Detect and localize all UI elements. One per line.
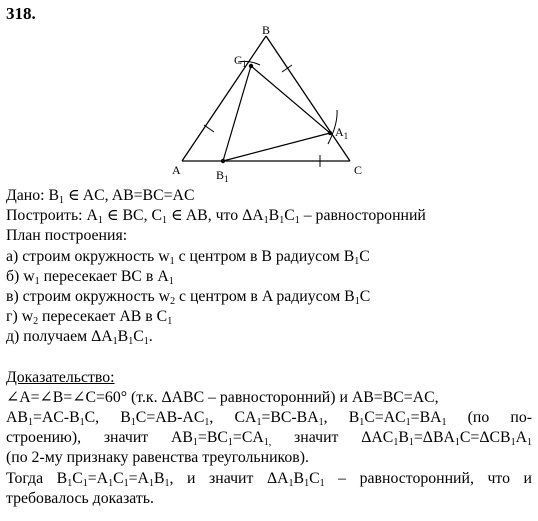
plan-step-d: г) $w_2$ пересекает AB в $C_1$ bbox=[6, 308, 173, 328]
proof-line-4: (по 2-му признаку равенства треугольников). bbox=[6, 449, 309, 467]
side-a1c1 bbox=[251, 66, 330, 133]
label-b1: $B_1$ bbox=[216, 168, 229, 184]
solution-text bbox=[6, 186, 532, 509]
tick-bc bbox=[282, 65, 292, 72]
label-c1: $C_1$ bbox=[234, 53, 247, 69]
plan-step-b: б) $w_1$ пересекает BC в $A_1$ bbox=[6, 267, 174, 287]
given-line: Дано: $B_1$ ∈ AC, AB=BC=AC bbox=[6, 187, 195, 206]
proof-title: Доказательство: bbox=[6, 368, 115, 386]
side-bc bbox=[266, 36, 350, 161]
plan-step-a: а) строим окружность $w_1$ с центром в B радиусом $B_1C$ bbox=[6, 247, 370, 267]
label-a: A bbox=[172, 163, 181, 177]
point-c1 bbox=[249, 64, 253, 68]
side-ab bbox=[182, 36, 266, 161]
plan-title: План построения: bbox=[6, 227, 128, 245]
proof-line-6: требовалось доказать. bbox=[6, 489, 154, 507]
label-c: C bbox=[354, 163, 363, 177]
plan-step-e: д) получаем $\Delta A_1B_1C_1$. bbox=[6, 328, 153, 348]
proof-line-1: ∠A=∠B=∠C=60° (т.к. ΔABC – равносторонний) и AB=BC=AC, bbox=[6, 388, 439, 406]
point-a1 bbox=[328, 131, 332, 135]
proof-line-2: $AB_1=AC-B_1C$, $B_1C=AB-AC_1$, $CA_1=BC-BA_1$, $B_1C=AC_1=BA_1$ (по по- bbox=[6, 409, 533, 429]
point-b1 bbox=[221, 159, 225, 163]
side-a1b1 bbox=[223, 133, 330, 161]
proof-line-3: строению), значит $AB_1=BC_1=CA_{1,}$ значит $\Delta AC_1B_1=\Delta BA_1C=\Delta CB_1A_1$ bbox=[6, 429, 532, 449]
plan-step-c: в) строим окружность $w_2$ с центром в A радиусом $B_1C$ bbox=[6, 288, 371, 308]
label-a1: $A_1$ bbox=[335, 125, 349, 141]
label-b: B bbox=[262, 23, 271, 37]
geometry-figure bbox=[170, 20, 370, 185]
tick-ab bbox=[204, 125, 214, 132]
construct-line: Построить: $A_1$ ∈ BC, $C_1$ ∈ AB, что $\Delta A_1B_1C_1$ – равносторонний bbox=[6, 207, 426, 227]
problem-number: 318. bbox=[6, 4, 36, 23]
proof-line-5: Тогда $B_1C_1=A_1C_1=A_1B_1$, и значит $\Delta A_1B_1C_1$ – равносторонний, что и bbox=[6, 469, 532, 489]
